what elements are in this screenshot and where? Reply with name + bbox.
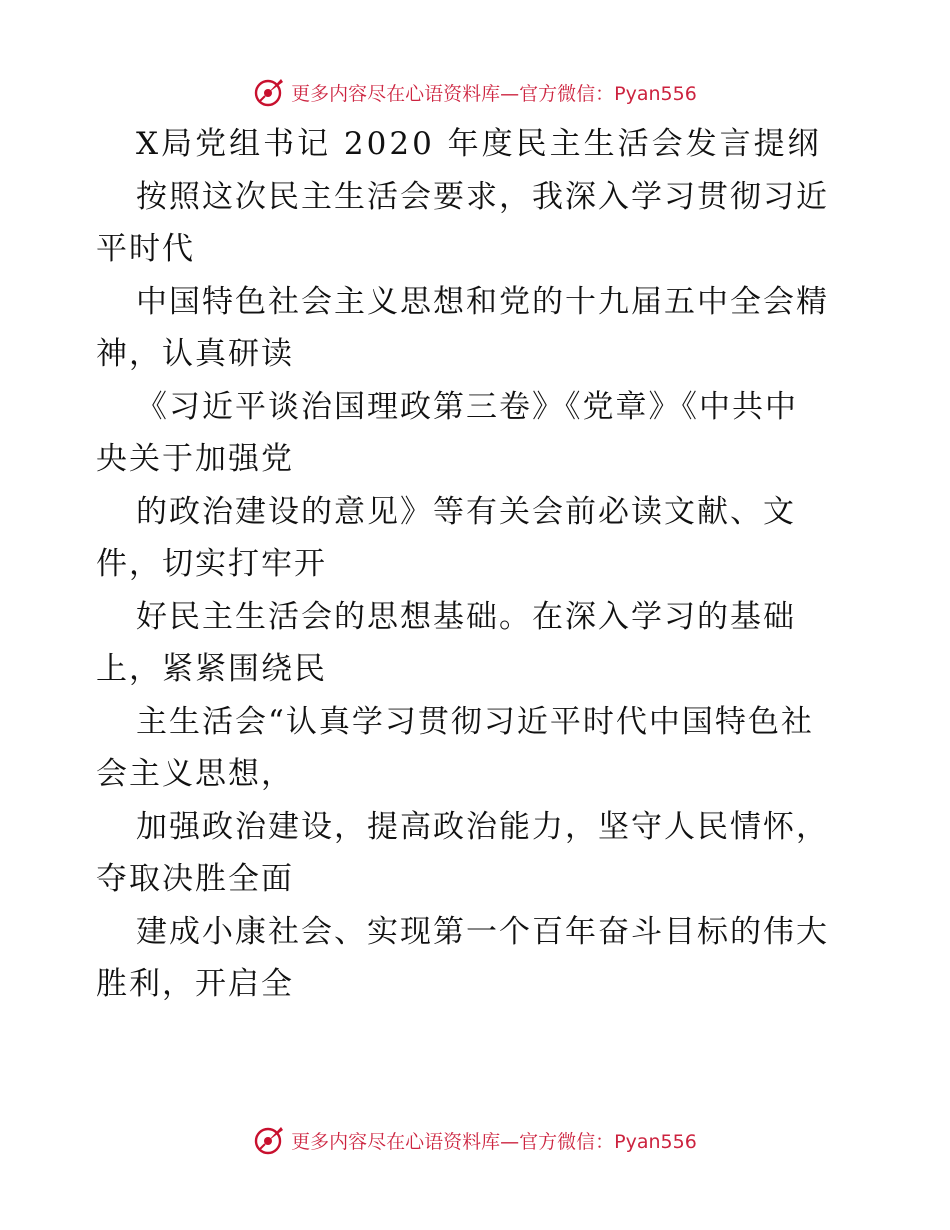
paragraph-line: 中国特色社会主义思想和党的十九届五中全会精 <box>136 283 829 320</box>
paragraph-line: 夺取决胜全面 <box>96 861 294 897</box>
paragraph-line: 建成小康社会、实现第一个百年奋斗目标的伟大 <box>136 913 829 950</box>
paragraph-line: 上，紧紧围绕民 <box>96 651 327 687</box>
paragraph-line: 加强政治建设，提高政治能力，坚守人民情怀， <box>136 808 829 845</box>
paragraph-line: 按照这次民主生活会要求，我深入学习贯彻习近 <box>136 178 829 215</box>
paragraph-line: 《习近平谈治国理政第三卷》《党章》《中共中 <box>136 388 798 425</box>
footer-banner <box>0 1120 950 1160</box>
quill-pen-logo-icon <box>253 1124 285 1156</box>
paragraph-line: 件，切实打牢开 <box>96 546 327 582</box>
paragraph-line: 央关于加强党 <box>96 441 294 477</box>
paragraph-line: 好民主生活会的思想基础。在深入学习的基础 <box>136 598 796 635</box>
paragraph-line: 神，认真研读 <box>96 336 294 372</box>
paragraph-line: 主生活会“认真学习贯彻习近平时代中国特色社 <box>136 703 814 740</box>
document-body <box>96 118 856 1011</box>
paragraph-line: 胜利，开启全 <box>96 966 294 1002</box>
header-banner <box>0 72 950 112</box>
paragraph-line: 的政治建设的意见》等有关会前必读文献、文 <box>136 493 796 530</box>
document-title: X局党组书记 2020 年度民主生活会发言提纲 <box>136 126 822 162</box>
paragraph-line: 平时代 <box>96 231 195 267</box>
header-banner-text: 更多内容尽在心语资料库—官方微信：Pyan556 <box>291 82 697 105</box>
quill-pen-logo-icon <box>253 76 285 108</box>
footer-banner-text: 更多内容尽在心语资料库—官方微信：Pyan556 <box>291 1130 697 1153</box>
paragraph-line: 会主义思想， <box>96 756 294 792</box>
